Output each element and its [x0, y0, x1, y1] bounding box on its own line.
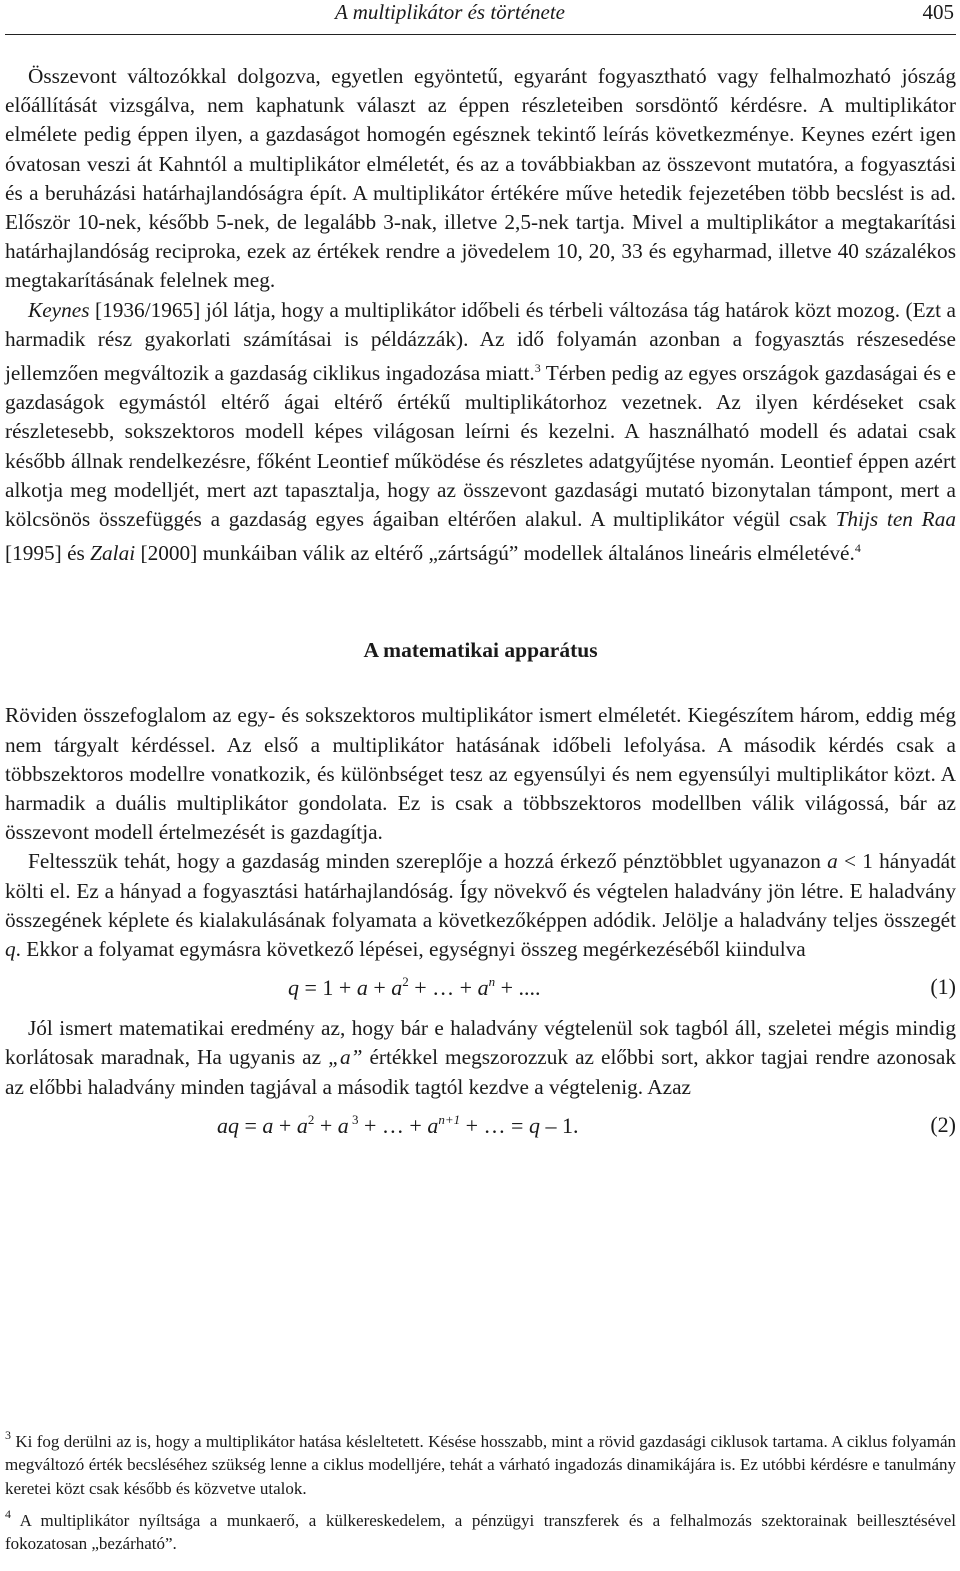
author-zalai: Zalai: [90, 541, 136, 566]
page-number: 405: [922, 0, 954, 24]
equation-1-label: (1): [930, 974, 956, 1000]
paragraph-1: Összevont változókkal dolgozva, egyetlen egyöntetű, egyaránt fogyasztható vagy felhalmozható jószág előállítását vizsgálva, nem kaphatunk választ az éppen részleteiben sorsdöntő kérdésre. A multiplikátor elmélete pedig éppen ilyen, a gazdaságot homogén egésznek tekintő leírás következménye. Keynes ezért igen óvatosan veszi át Kahntól a multiplikátor elméletét, és az a továbbiakban az összevont mutatóra, a fogyasztási és a beruházási határhajlandóságra épít. A multiplikátor értékére műve hetedik fejezetében több becslést is ad. Először 10-nek, később 5-nek, de legalább 3-nak, illetve 2,5-nek tartja. Mivel a multiplikátor a megtakarítási határhajlandóság reciproka, ezek az értékek rendre a jövedelem 10, 20, 33 és egyharmad, illetve 40 százalékos megtakarításának felelnek meg.: [5, 64, 956, 293]
paragraph-3: Röviden összefoglalom az egy- és sokszektoros multiplikátor ismert elméletét. Kiegészítem három, eddig még nem tárgyalt kérdéssel. Az első a multiplikátor hatásának időbeli lefolyása. A második kérdés csak a többszektoros modellre vonatkozik, és különbséget tesz az egyensúlyi és nem egyensúlyi multiplikátor közt. A harmadik a duális multiplikátor gondolata. Ez is csak a többszektoros modellben válik világossá, bár az összevont modell értelmezését is gazdagítja.: [5, 703, 956, 845]
author-ten-raa: Thijs ten Raa: [835, 507, 956, 532]
paragraph-2: Keynes [1936/1965] jól látja, hogy a multiplikátor időbeli és térbeli változása tág határok közt mozog. (Ezt a harmadik rész gyakorlati számításai is példázzák). Az idő folyamán azonban a fogyasztás részesedése jellemzően megváltozik a gazdaság ciklikus ingadozása miatt.$^3$ Térben pedig az egyes országok gazdaságai és e gazdaságok egymástól eltérő ágai eltérő értékű multiplikátorhoz vezetnek. Az ilyen kérdéseket csak részletesebb, sokszektoros modell képes világosan leírni és kezelni. A használható modell és adatai csak később állnak rendelkezésre, főként Leontief működése és részletes adatgyűjtése nyomán. Leontief éppen azért alkotja meg modelljét, mert azt tapasztalja, hogy az összevont gazdasági mutató bizonytalan támpont, mert a kölcsönös összefüggés a gazdaság egyes ágaiban eltérően alakul. A multiplikátor végül csak Thijs ten Raa [1995] és Zalai [2000] munkáiban válik az eltérő „zártságú” modellek általános lineáris elméletévé.$^4$: [5, 297, 956, 566]
paragraph-4: Feltesszük tehát, hogy a gazdaság minden szereplője a hozzá érkező pénztöbblet ugyanazon a < 1 hányadát költi el. Ez a hányad a fogyasztási határhajlandóság. Így növekvő és végtelen haladvány jön létre. E haladvány összegének képlete és kialakulásának folyamata a következőképpen adódik. Jelölje a haladvány teljes összegét q. Ekkor a folyamat egymásra következő lépései, egységnyi összeg megérkezéséből kiindulva: [5, 849, 956, 962]
footnote-ref-3[interactable]: 3: [534, 361, 541, 376]
equation-2-label: (2): [930, 1111, 956, 1137]
paragraph-5: Jól ismert matematikai eredmény az, hogy bár e haladvány végtelenül sok tagból áll, szeletei mégis mindig korlátosak maradnak, Ha ugyanis az „a” értékkel megszorozzuk az előbbi sort, akkor tagjai rendre azonosak az előbbi haladvány minden tagjával a második tagtól kezdve a végtelenig. Azaz: [5, 1016, 957, 1099]
equation-2: aq = $a + a^2 + a$ $^3$ + … + $a^{n+1}$ + … = q – 1. (2): [217, 1111, 956, 1138]
author-keynes: Keynes: [28, 297, 90, 322]
footnotes: [5, 1424, 956, 1555]
page: [5, 0, 956, 1152]
footnote-4: $^4$ A multiplikátor nyíltsága a munkaerő, a külkereskedelem, a pénzügyi transzferek és a felhalmozás szektorainak beillesztésével fokozatosan „bezárható”.: [5, 1506, 956, 1554]
footnote-3: $^3$ Ki fog derülni az is, hogy a multiplikátor hatása késleltetett. Késése hosszabb, mint a rövid gazdasági ciklusok tartama. A ciklus folyamán megváltozó érték becsléséhez szükség lenne a ciklus modelljére, tehát a várható ingadozás dinamikájára is. Ez utóbbi kérdésre e tanulmány keretei közt csak később és közvetve utalok.: [5, 1428, 956, 1498]
running-title: A multiplikátor és története: [335, 0, 565, 24]
section-heading: A matematikai apparátus: [363, 638, 598, 663]
running-header: [5, 0, 956, 35]
footnote-ref-4[interactable]: 4: [854, 541, 861, 556]
equation-1: $q = 1 + a + a^2$ + … + $a^n$ + .... (1): [288, 974, 956, 1001]
